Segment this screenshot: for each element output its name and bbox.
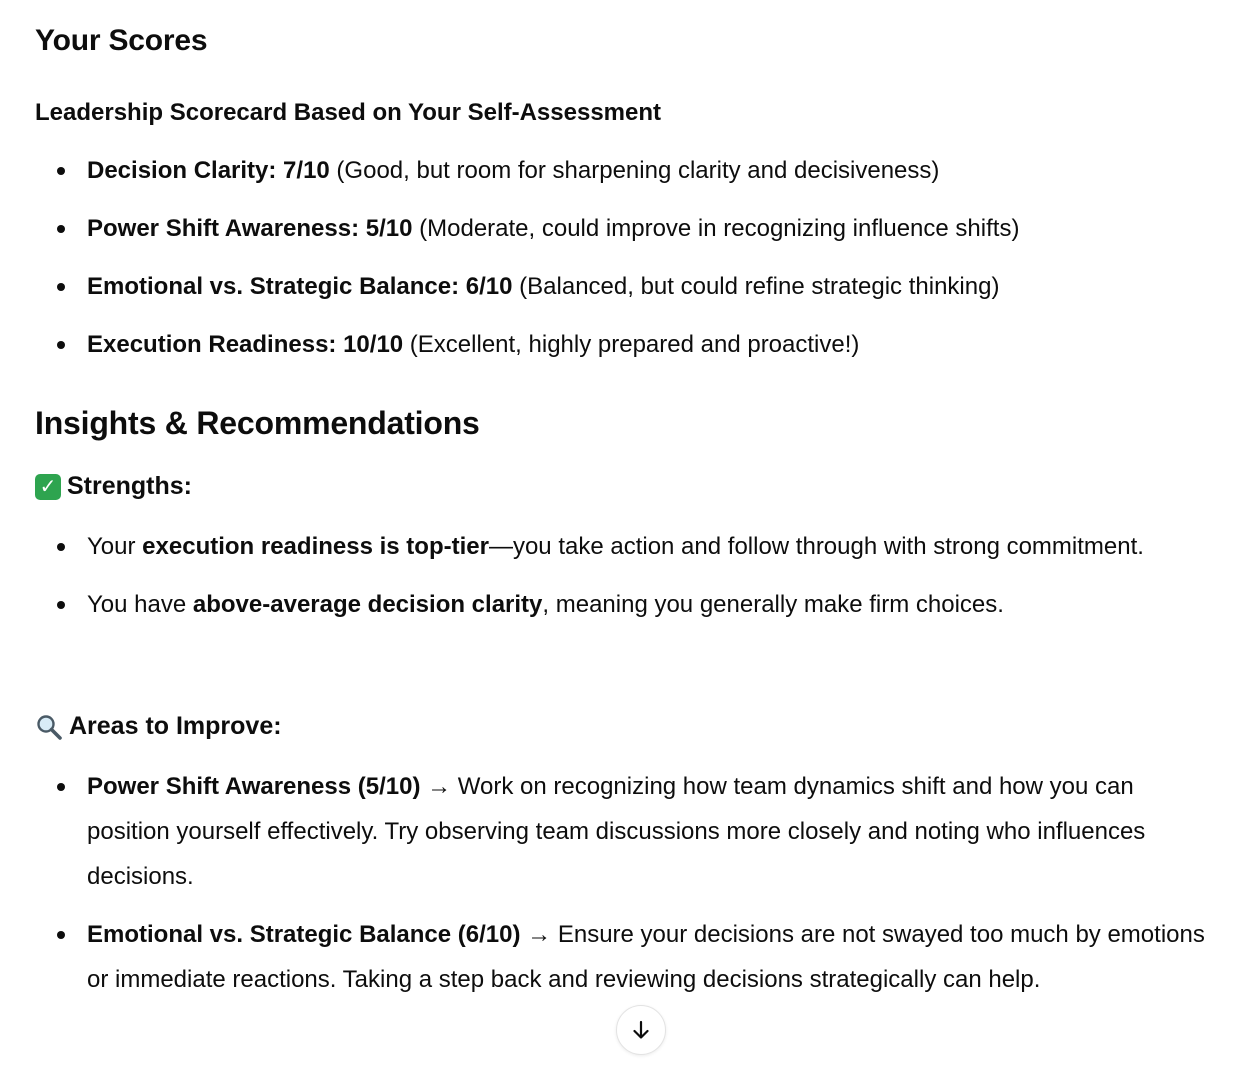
score-label: Emotional vs. Strategic Balance: 6/10 xyxy=(87,273,513,300)
item-text: You have xyxy=(87,591,193,618)
scorecard-heading: Leadership Scorecard Based on Your Self-Assessment xyxy=(35,99,662,126)
item-text: → Ensure your decisions are not swayed too much by emotions or immediate reactions. Taking a step back and reviewing decisions strategically can help. xyxy=(87,921,1205,993)
item-bold: Power Shift Awareness (5/10) xyxy=(87,773,421,800)
improve-label xyxy=(35,712,282,741)
scores-list xyxy=(35,148,1019,380)
page-title: Your Scores xyxy=(35,24,208,57)
score-note: (Excellent, highly prepared and proactive!) xyxy=(403,331,860,358)
score-note: (Moderate, could improve in recognizing influence shifts) xyxy=(412,215,1020,242)
score-label: Power Shift Awareness: 5/10 xyxy=(87,215,413,242)
list-item xyxy=(35,148,1019,193)
item-text: , meaning you generally make firm choices. xyxy=(542,591,1004,618)
check-mark-icon: ✓ xyxy=(35,474,61,500)
strengths-label-text: Strengths: xyxy=(67,472,192,500)
list-item xyxy=(35,582,1144,627)
improve-list xyxy=(35,764,1215,1015)
list-item xyxy=(35,206,1019,251)
list-item xyxy=(35,764,1215,899)
list-item xyxy=(35,912,1215,1002)
score-note: (Good, but room for sharpening clarity and decisiveness) xyxy=(329,157,940,184)
item-bold: above-average decision clarity xyxy=(192,591,543,618)
improve-label-text: Areas to Improve: xyxy=(69,712,282,740)
strengths-list xyxy=(35,524,1144,640)
item-text: Your xyxy=(87,533,143,560)
score-label: Execution Readiness: 10/10 xyxy=(87,331,404,358)
magnifying-glass-icon xyxy=(35,713,63,741)
item-bold: Emotional vs. Strategic Balance (6/10) xyxy=(87,921,521,948)
strengths-label xyxy=(35,472,192,501)
arrow-down-icon xyxy=(629,1018,653,1042)
score-label: Decision Clarity: 7/10 xyxy=(87,157,330,184)
list-item xyxy=(35,322,1019,367)
item-text: —you take action and follow through with strong commitment. xyxy=(488,533,1144,560)
item-text: → Work on recognizing how team dynamics shift and how you can position yourself effectively. Try observing team discussions more closely and noting who influences decisions. xyxy=(87,773,1146,890)
list-item xyxy=(35,264,1019,309)
score-note: (Balanced, but could refine strategic thinking) xyxy=(512,273,1000,300)
insights-heading: Insights & Recommendations xyxy=(35,405,480,441)
list-item xyxy=(35,524,1144,569)
item-bold: execution readiness is top-tier xyxy=(142,533,489,560)
scroll-to-bottom-button[interactable] xyxy=(616,1005,666,1055)
